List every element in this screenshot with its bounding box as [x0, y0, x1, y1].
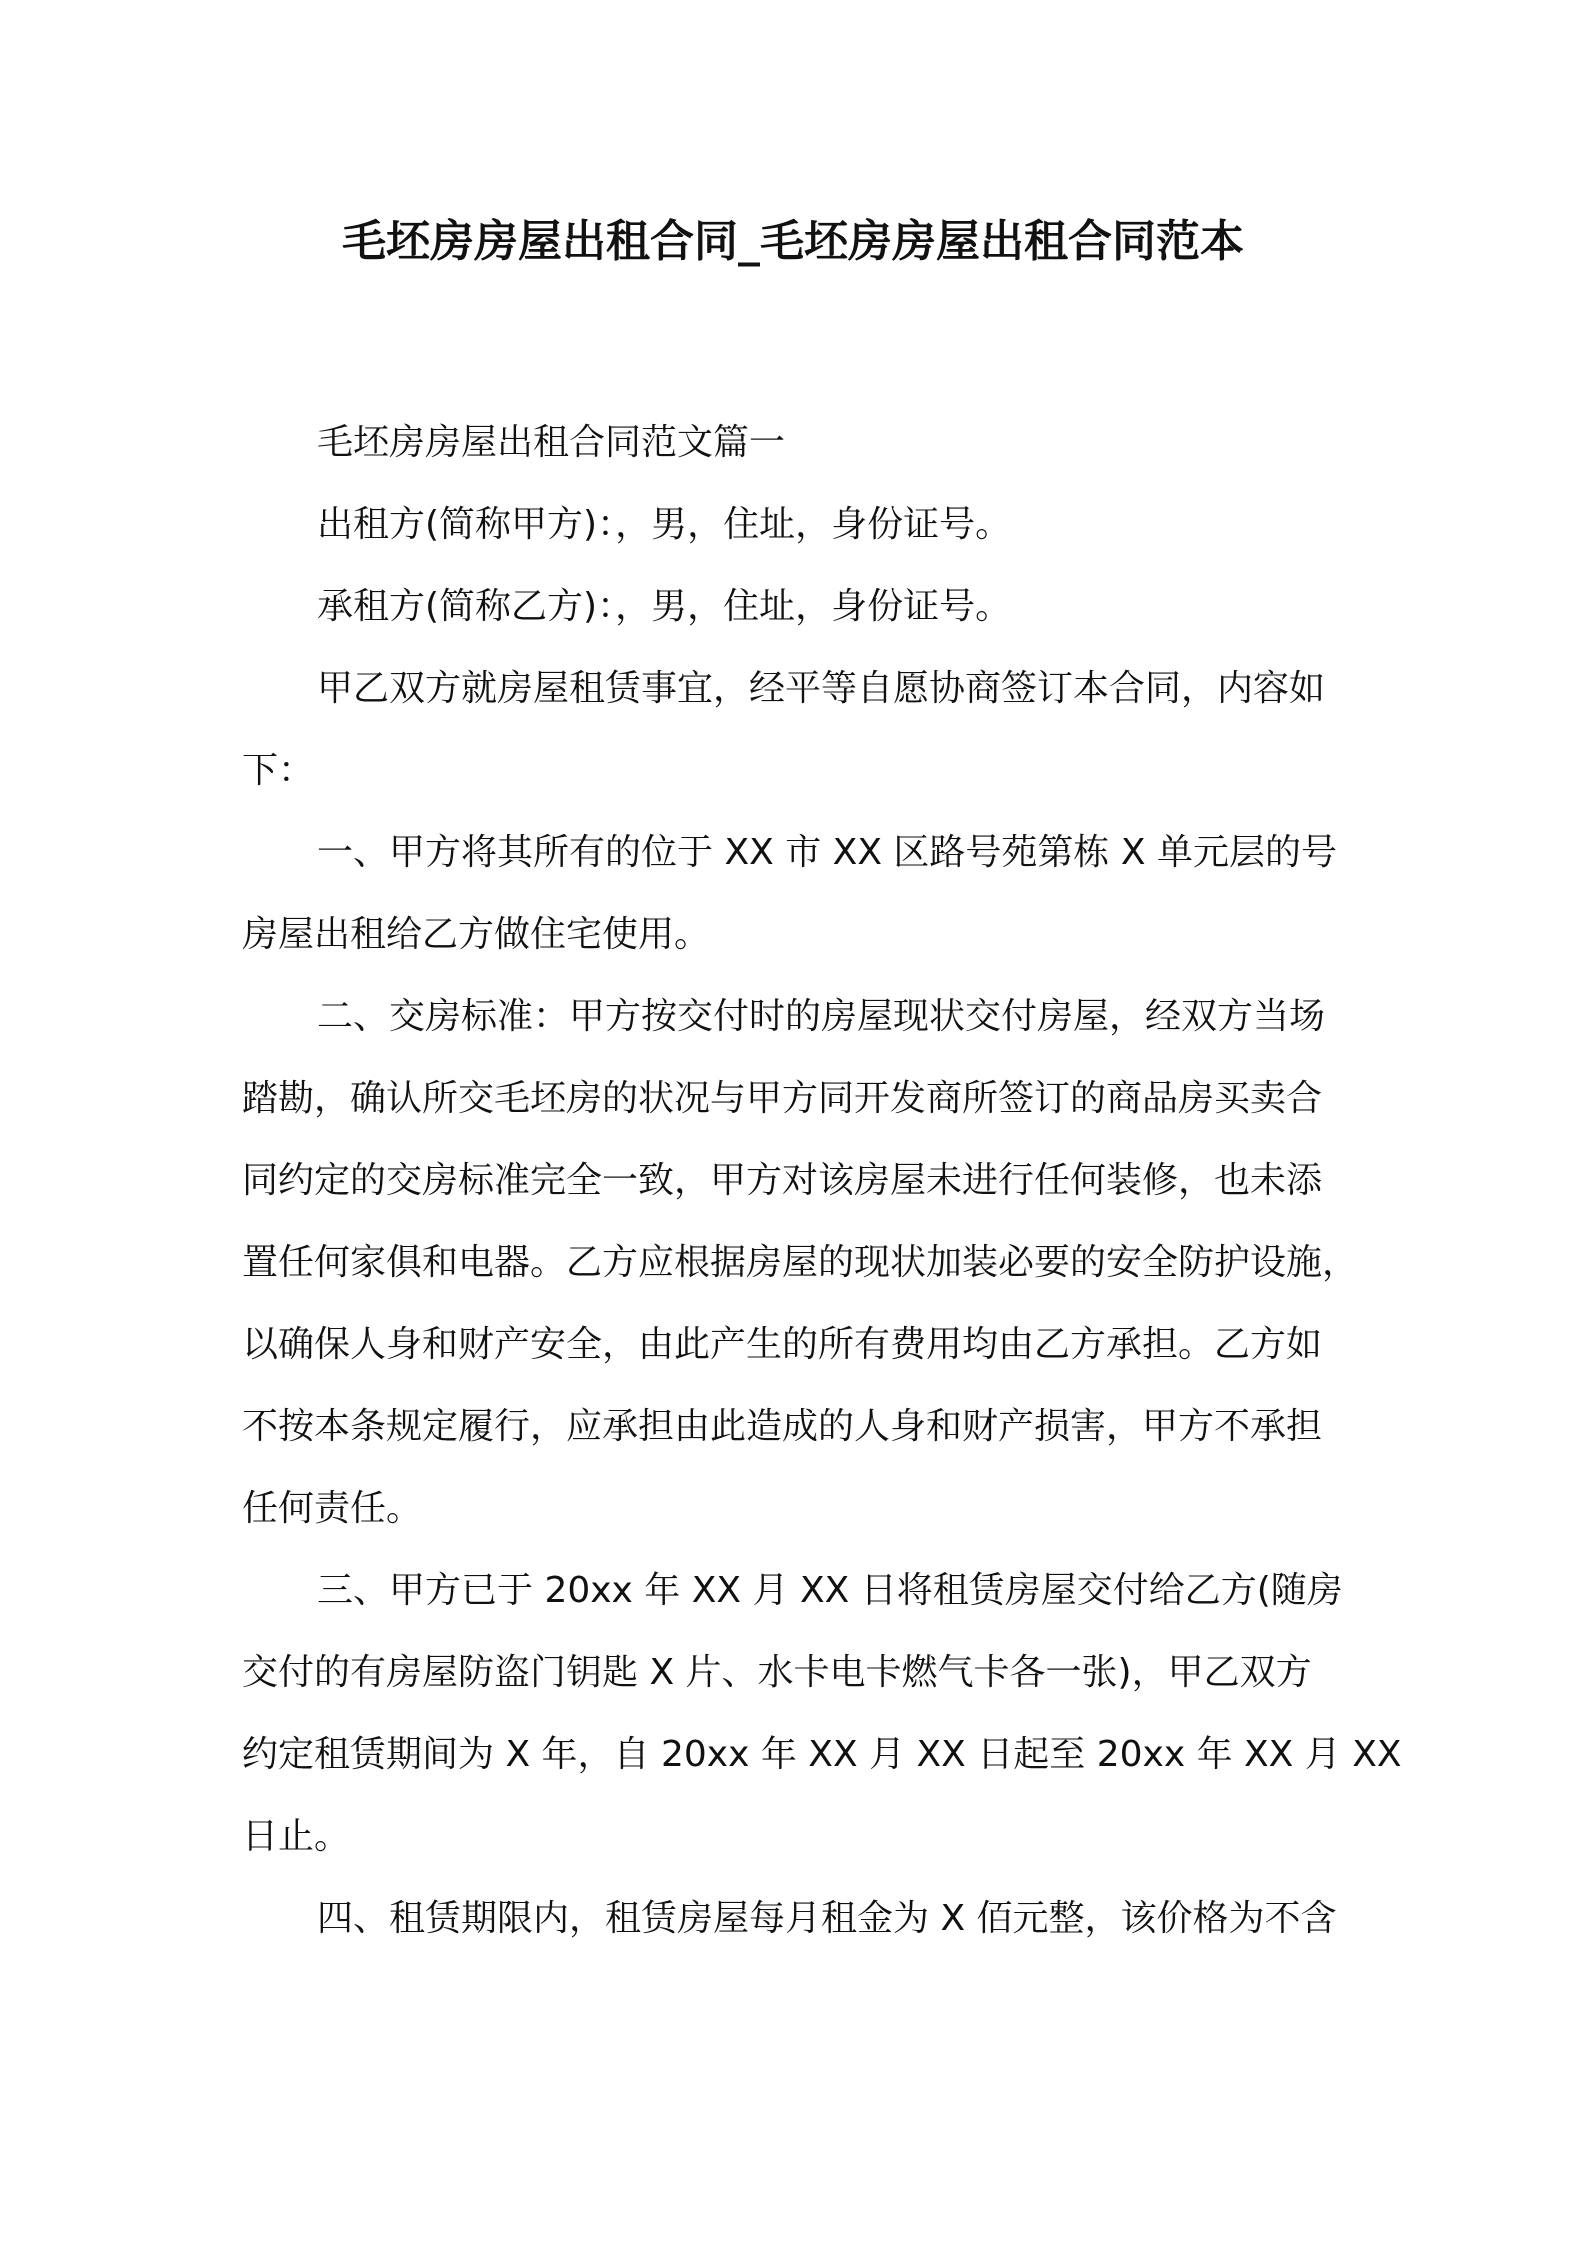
- paragraph-line: 房屋出租给乙方做住宅使用。: [242, 914, 711, 955]
- paragraph-line: 二、交房标准：甲方按交付时的房屋现状交付房屋，经双方当场: [317, 996, 1326, 1037]
- lessor-line: 出租方(简称甲方)：，男，住址，身份证号。: [317, 504, 1012, 545]
- paragraph-line: 交付的有房屋防盗门钥匙 X 片、水卡电卡燃气卡各一张)，甲乙双方: [242, 1652, 1312, 1693]
- paragraph-line: 任何责任。: [242, 1488, 423, 1529]
- paragraph-line: 下：: [242, 750, 315, 791]
- paragraph-line: 四、租赁期限内，租赁房屋每月租金为 X 佰元整，该价格为不含: [317, 1898, 1337, 1939]
- paragraph-line: 以确保人身和财产安全，由此产生的所有费用均由乙方承担。乙方如: [242, 1324, 1323, 1365]
- paragraph-line: 甲乙双方就房屋租赁事宜，经平等自愿协商签订本合同，内容如: [317, 668, 1326, 709]
- paragraph-line: 三、甲方已于 20xx 年 XX 月 XX 日将租赁房屋交付给乙方(随房: [317, 1570, 1343, 1611]
- paragraph-line: 约定租赁期间为 X 年，自 20xx 年 XX 月 XX 日起至 20xx 年 XX 月 XX: [242, 1734, 1402, 1775]
- paragraph-line: 踏勘，确认所交毛坯房的状况与甲方同开发商所签订的商品房买卖合: [242, 1078, 1323, 1119]
- section-heading: 毛坯房房屋出租合同范文篇一: [317, 422, 786, 463]
- paragraph-line: 不按本条规定履行，应承担由此造成的人身和财产损害，甲方不承担: [242, 1406, 1323, 1447]
- paragraph-line: 置任何家俱和电器。乙方应根据房屋的现状加装必要的安全防护设施，: [242, 1242, 1359, 1283]
- paragraph-line: 同约定的交房标准完全一致，甲方对该房屋未进行任何装修，也未添: [242, 1160, 1323, 1201]
- document-body: [242, 402, 1402, 1960]
- paragraph-line: 一、甲方将其所有的位于 XX 市 XX 区路号苑第栋 X 单元层的号: [317, 832, 1337, 873]
- lessee-line: 承租方(简称乙方)：，男，住址，身份证号。: [317, 586, 1012, 627]
- paragraph-line: 日止。: [242, 1816, 351, 1857]
- document-title: 毛坯房房屋出租合同_毛坯房房屋出租合同范本: [342, 216, 1244, 267]
